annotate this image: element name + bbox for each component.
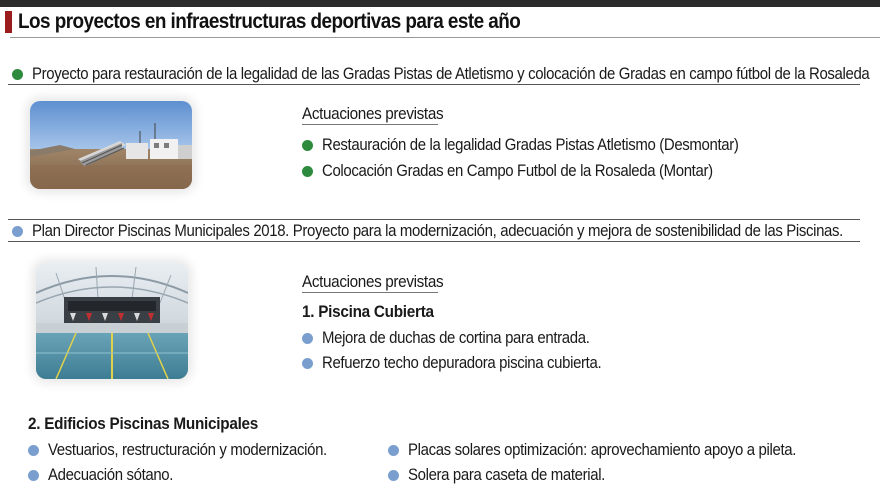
group1-item-2 (302, 352, 639, 374)
group2-left-item-2-text: Adecuación sótano. (48, 465, 174, 484)
group2-left-item-2 (28, 464, 190, 486)
section2-top-divider (8, 219, 860, 220)
green-bullet-icon (302, 166, 313, 177)
title-row (5, 9, 576, 35)
stadium-stands-image (30, 101, 192, 189)
indoor-pool-image (36, 263, 188, 379)
group2-title: 2. Edificios Piscinas Municipales (28, 414, 259, 433)
section2-subtitle-underline (302, 292, 438, 293)
section2-heading (12, 221, 880, 241)
group2-right-item-2-text: Solera para caseta de material. (408, 465, 605, 484)
blue-bullet-icon (12, 226, 23, 237)
group2-right-item-1 (388, 439, 849, 461)
section1-item-2-text: Colocación Gradas en Campo Futbol de la Rosaleda (Montar) (322, 161, 713, 180)
section1-heading (12, 64, 880, 84)
group1-item-2-text: Refuerzo techo depuradora piscina cubierta. (322, 353, 602, 372)
title-accent-mark (5, 11, 12, 33)
section1-item-1-text: Restauración de la legalidad Gradas Pistas Atletismo (Desmontar) (322, 135, 739, 154)
section1-item-2 (302, 160, 766, 182)
section1-subtitle: Actuaciones previstas (302, 104, 444, 123)
group1-item-1 (302, 327, 626, 349)
green-bullet-icon (302, 140, 313, 151)
section1-heading-text: Proyecto para restauración de la legalidad de las Gradas Pistas de Atletismo y colocación de Gradas en campo fútbol de la Rosaleda (32, 64, 870, 83)
group2-left-item-1 (28, 439, 365, 461)
page-title: Los proyectos en infraestructuras deportivas para este año (18, 10, 521, 33)
blue-bullet-icon (302, 333, 313, 344)
section2-heading-text: Plan Director Piscinas Municipales 2018. Proyecto para la modernización, adecuación y mejora de sostenibilidad de las Piscinas. (32, 221, 843, 240)
section1-item-1 (302, 134, 795, 156)
stadium-stands-photo (30, 101, 192, 189)
title-divider (10, 37, 880, 38)
green-bullet-icon (12, 69, 23, 80)
group1-item-1-text: Mejora de duchas de cortina para entrada. (322, 328, 590, 347)
group2-right-item-1-text: Placas solares optimización: aprovechamiento apoyo a pileta. (408, 440, 797, 459)
blue-bullet-icon (302, 358, 313, 369)
blue-bullet-icon (28, 470, 39, 481)
group2-right-item-2 (388, 464, 632, 486)
top-bar (0, 0, 880, 7)
section1-subtitle-underline (302, 124, 438, 125)
group2-left-item-1-text: Vestuarios, restructuración y modernización. (48, 440, 327, 459)
blue-bullet-icon (388, 445, 399, 456)
section2-subtitle: Actuaciones previstas (302, 272, 444, 291)
indoor-pool-photo (36, 263, 188, 379)
group1-title: 1. Piscina Cubierta (302, 302, 434, 321)
blue-bullet-icon (388, 470, 399, 481)
blue-bullet-icon (28, 445, 39, 456)
section2-divider (8, 241, 860, 242)
section1-divider (8, 84, 860, 85)
